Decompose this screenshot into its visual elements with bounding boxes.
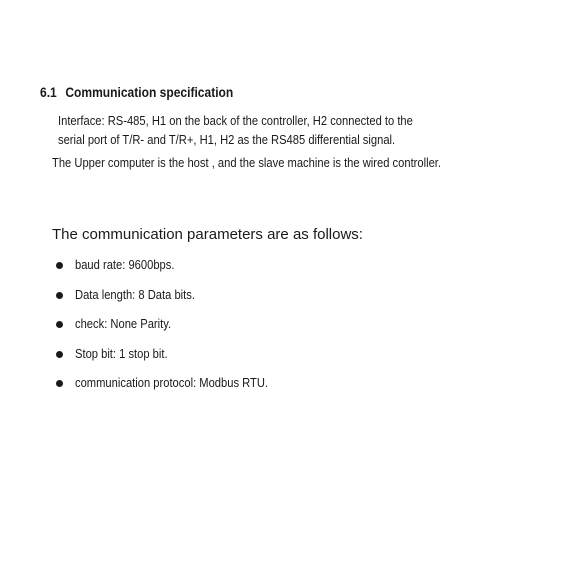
bullet-icon bbox=[56, 351, 63, 358]
host-paragraph: The Upper computer is the host , and the slave machine is the wired controller. bbox=[52, 155, 442, 170]
section-heading bbox=[40, 84, 233, 100]
bullet-icon bbox=[56, 292, 63, 299]
bullet-icon bbox=[56, 380, 63, 387]
parameter-label: communication protocol: Modbus RTU. bbox=[75, 375, 269, 390]
parameter-label: baud rate: 9600bps. bbox=[75, 257, 175, 272]
parameter-label: Stop bit: 1 stop bit. bbox=[75, 345, 168, 361]
parameters-heading: The communication parameters are as follows: bbox=[52, 226, 363, 243]
bullet-icon bbox=[56, 321, 63, 328]
interface-paragraph-line-1: Interface: RS-485, H1 on the back of the controller, H2 connected to the bbox=[58, 113, 413, 128]
section-title-text: Communication specification bbox=[65, 84, 234, 100]
parameter-label: Data length: 8 Data bits. bbox=[75, 286, 195, 302]
interface-paragraph-line-2: serial port of T/R- and T/R+, H1, H2 as the RS485 differential signal. bbox=[58, 132, 396, 147]
bullet-icon bbox=[56, 262, 63, 269]
parameter-label: check: None Parity. bbox=[75, 316, 172, 331]
section-number: 6.1 bbox=[40, 84, 57, 100]
